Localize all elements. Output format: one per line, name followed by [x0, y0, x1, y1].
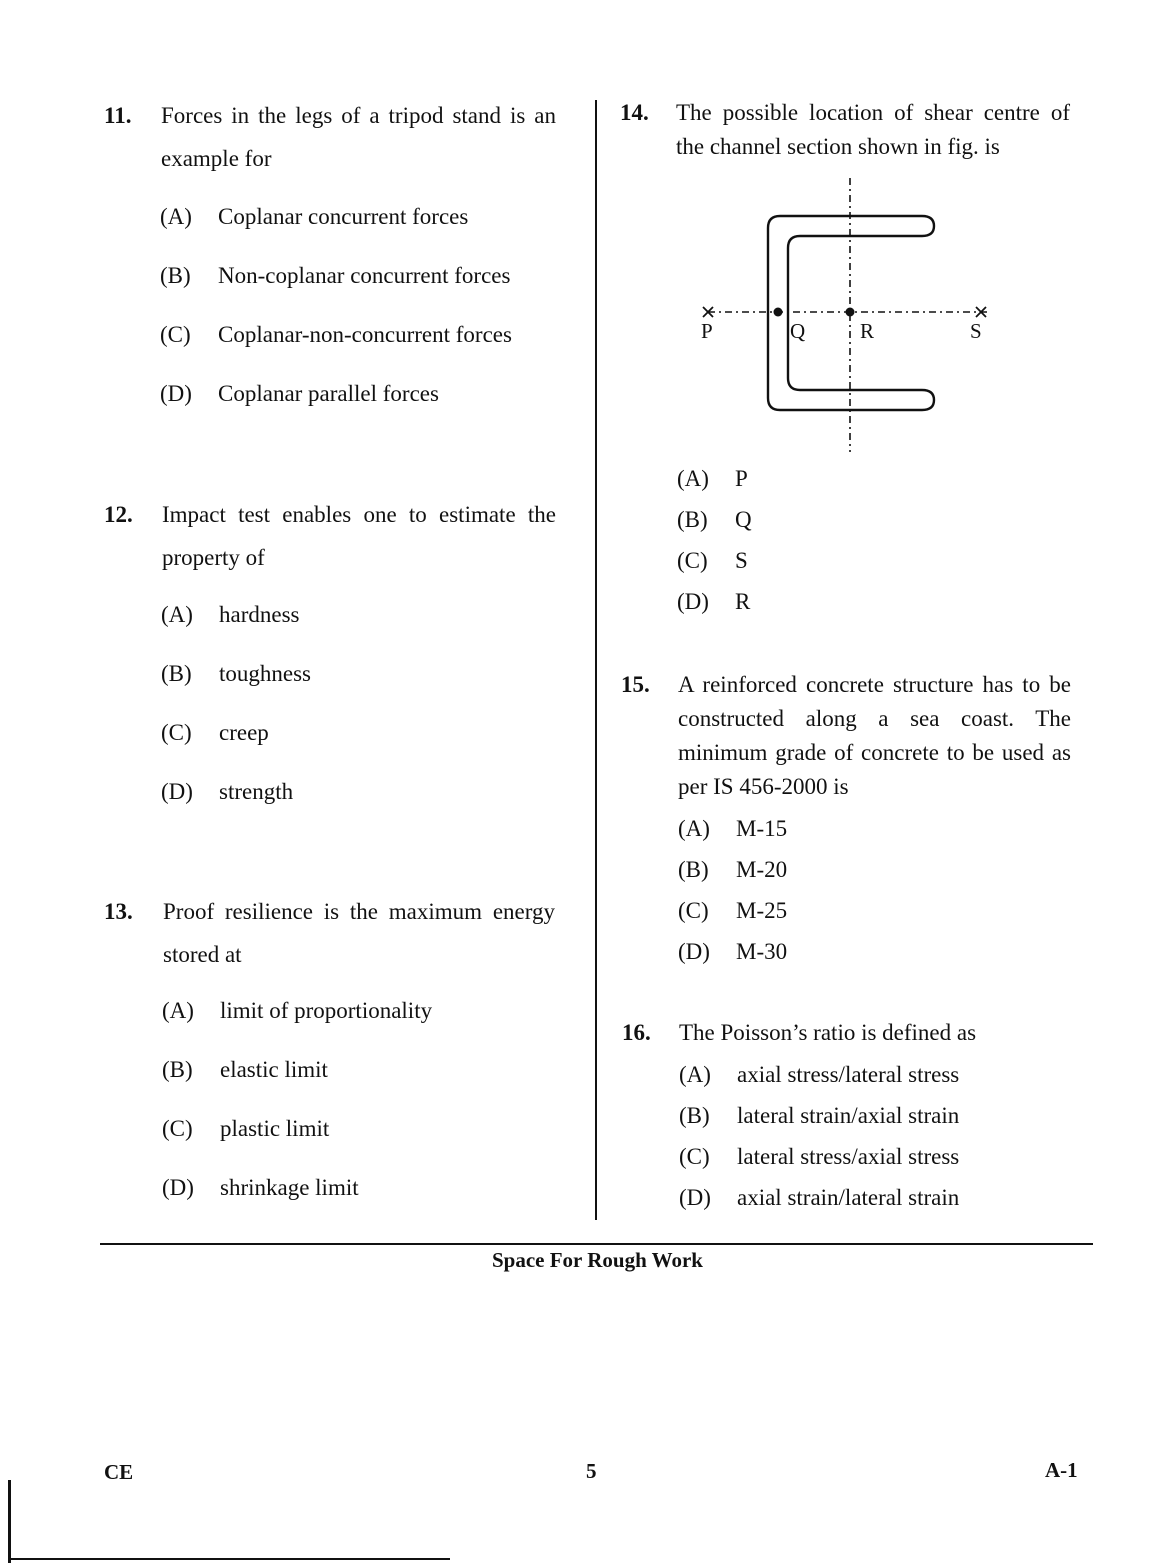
- point-q-marker: [774, 308, 783, 317]
- option-11-a[interactable]: [160, 204, 468, 230]
- label-q: Q: [790, 319, 806, 343]
- footer-code: A-1: [1045, 1458, 1078, 1482]
- question-text: A reinforced concrete structure has to be constructed along a sea coast. The minimum grade of concrete to be used as per IS 456-2000 is: [678, 672, 1071, 799]
- column-divider: [595, 100, 597, 1220]
- option-text: lateral strain/axial strain: [737, 1103, 960, 1128]
- option-text: Coplanar concurrent forces: [218, 204, 469, 229]
- option-text: M-30: [736, 939, 788, 964]
- option-text: Non-coplanar concurrent forces: [218, 263, 511, 288]
- option-label: (D): [160, 381, 192, 406]
- footer-subject: CE: [104, 1460, 134, 1484]
- option-text: plastic limit: [220, 1116, 330, 1141]
- scan-bottom-line: [10, 1558, 450, 1560]
- option-label: (C): [679, 1144, 710, 1169]
- channel-section-figure: [690, 170, 1010, 460]
- option-12-b[interactable]: [161, 661, 311, 687]
- option-16-c[interactable]: [679, 1144, 959, 1170]
- option-14-d[interactable]: [677, 589, 750, 615]
- option-text: M-20: [736, 857, 788, 882]
- option-14-a[interactable]: [677, 466, 748, 492]
- option-text: toughness: [219, 661, 311, 686]
- option-11-b[interactable]: [160, 263, 510, 289]
- point-r-marker: [846, 308, 855, 317]
- option-label: (A): [160, 204, 192, 229]
- label-s: S: [970, 319, 982, 343]
- option-label: (A): [161, 602, 193, 627]
- option-label: (A): [679, 1062, 711, 1087]
- option-label: (B): [161, 661, 192, 686]
- option-text: axial strain/lateral strain: [737, 1185, 960, 1210]
- question-text: Proof resilience is the maximum energy stored at: [163, 899, 555, 967]
- option-12-c[interactable]: [161, 720, 269, 746]
- footer-page-number: 5: [586, 1459, 597, 1483]
- option-text: Q: [735, 507, 752, 532]
- question-number: 16.: [622, 1020, 651, 1045]
- option-label: (A): [162, 998, 194, 1023]
- question-text: Forces in the legs of a tripod stand is an example for: [161, 103, 556, 171]
- option-text: lateral stress/axial stress: [737, 1144, 960, 1169]
- option-label: (C): [162, 1116, 193, 1141]
- question-text: The possible location of shear centre of the channel section shown in fig. is: [676, 100, 1070, 159]
- option-13-c[interactable]: [162, 1116, 329, 1142]
- option-text: strength: [219, 779, 294, 804]
- option-label: (D): [162, 1175, 194, 1200]
- option-label: (D): [678, 939, 710, 964]
- question-text: Impact test enables one to estimate the property of: [162, 502, 556, 570]
- option-text: M-25: [736, 898, 788, 923]
- option-text: elastic limit: [220, 1057, 328, 1082]
- label-p: P: [701, 319, 713, 343]
- option-15-b[interactable]: [678, 857, 787, 883]
- rough-work-divider: [100, 1243, 1093, 1245]
- scan-edge-mark: [8, 1480, 11, 1563]
- label-r: R: [860, 319, 875, 343]
- question-text: The Poisson’s ratio is defined as: [679, 1020, 977, 1045]
- option-13-b[interactable]: [162, 1057, 328, 1083]
- question-number: 12.: [104, 502, 133, 527]
- option-text: creep: [219, 720, 269, 745]
- option-14-b[interactable]: [677, 507, 752, 533]
- option-label: (D): [679, 1185, 711, 1210]
- option-16-d[interactable]: [679, 1185, 959, 1211]
- option-text: M-15: [736, 816, 788, 841]
- option-label: (B): [677, 507, 708, 532]
- option-text: axial stress/lateral stress: [737, 1062, 960, 1087]
- question-number: 11.: [104, 103, 132, 128]
- option-text: shrinkage limit: [220, 1175, 359, 1200]
- option-15-d[interactable]: [678, 939, 787, 965]
- option-16-a[interactable]: [679, 1062, 959, 1088]
- option-16-b[interactable]: [679, 1103, 959, 1129]
- option-label: (B): [162, 1057, 193, 1082]
- option-label: (A): [678, 816, 710, 841]
- question-number: 13.: [104, 899, 133, 924]
- option-13-d[interactable]: [162, 1175, 359, 1201]
- option-text: R: [735, 589, 751, 614]
- option-14-c[interactable]: [677, 548, 748, 574]
- option-text: S: [735, 548, 748, 573]
- option-15-a[interactable]: [678, 816, 787, 842]
- rough-work-heading: Space For Rough Work: [491, 1248, 703, 1272]
- option-text: Coplanar parallel forces: [218, 381, 439, 406]
- question-number: 14.: [620, 100, 649, 125]
- option-text: Coplanar-non-concurrent forces: [218, 322, 512, 347]
- option-11-c[interactable]: [160, 322, 512, 348]
- option-label: (B): [679, 1103, 710, 1128]
- question-number: 15.: [621, 672, 650, 697]
- option-label: (C): [160, 322, 191, 347]
- option-label: (A): [677, 466, 709, 491]
- option-text: P: [735, 466, 748, 491]
- option-13-a[interactable]: [162, 998, 432, 1024]
- option-label: (B): [160, 263, 191, 288]
- option-11-d[interactable]: [160, 381, 439, 407]
- option-15-c[interactable]: [678, 898, 787, 924]
- option-label: (B): [678, 857, 709, 882]
- option-label: (C): [678, 898, 709, 923]
- option-text: hardness: [219, 602, 300, 627]
- option-label: (C): [677, 548, 708, 573]
- option-label: (C): [161, 720, 192, 745]
- option-12-a[interactable]: [161, 602, 299, 628]
- option-text: limit of proportionality: [220, 998, 433, 1023]
- option-label: (D): [161, 779, 193, 804]
- option-label: (D): [677, 589, 709, 614]
- option-12-d[interactable]: [161, 779, 293, 805]
